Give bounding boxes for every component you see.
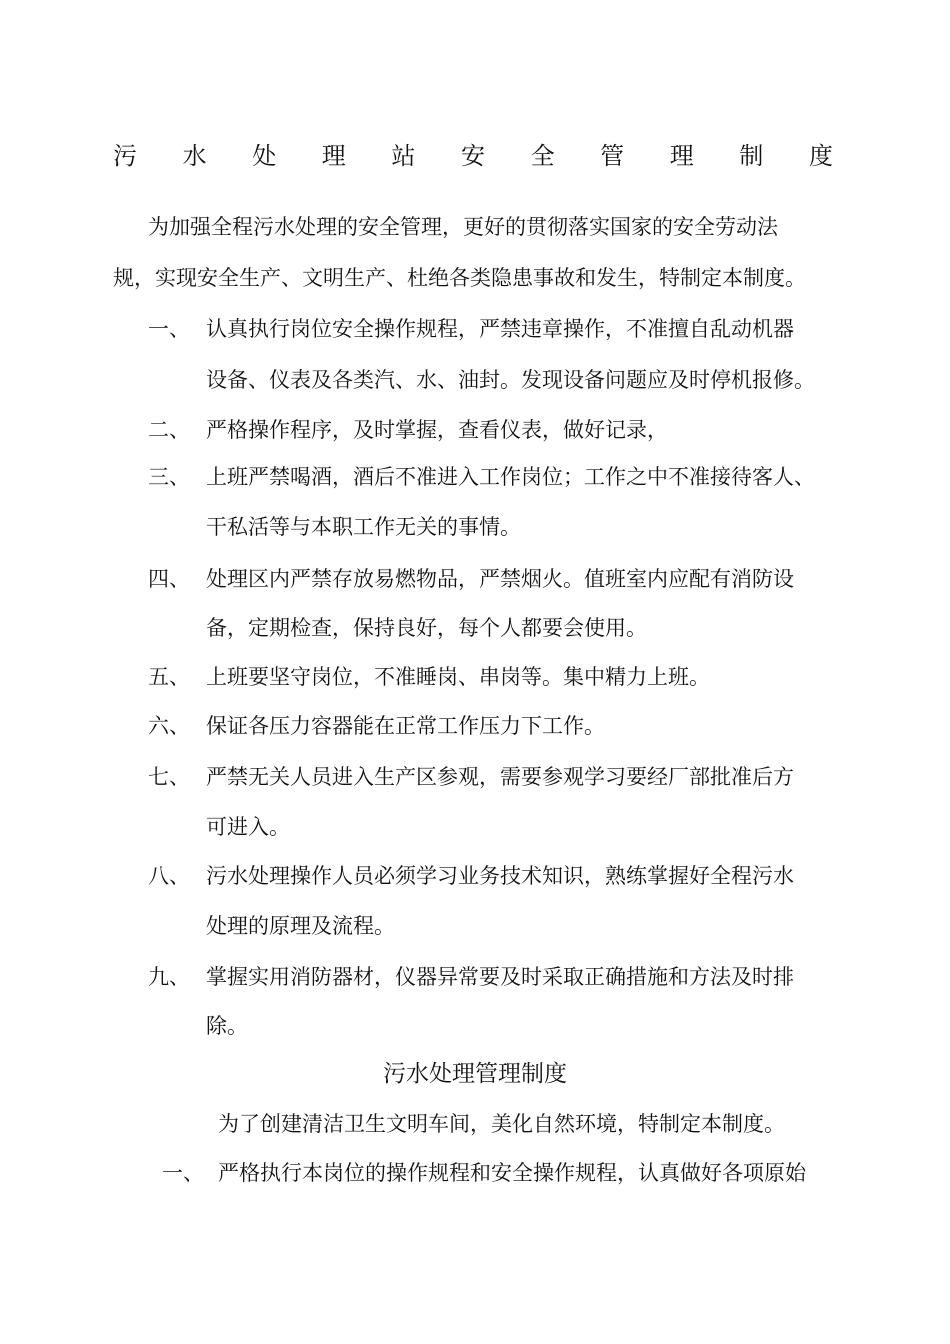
title-char: 全 bbox=[530, 142, 555, 170]
title-char: 理 bbox=[321, 142, 346, 170]
item-text: 认真执行岗位安全操作规程，严禁违章操作，不准擅自乱动机器 bbox=[206, 317, 794, 341]
item-number: 四、 bbox=[148, 567, 190, 591]
item-text: 设备、仪表及各类汽、水、油封。发现设备问题应及时停机报修。 bbox=[206, 368, 815, 392]
item-number: 九、 bbox=[148, 965, 190, 989]
title-char: 理 bbox=[669, 142, 694, 170]
item-number: 五、 bbox=[148, 665, 190, 689]
item-number: 一、 bbox=[148, 317, 190, 341]
section-title: 污水处理管理制度 bbox=[383, 1061, 567, 1087]
item-number: 一、 bbox=[162, 1161, 204, 1185]
item-text: 除。 bbox=[206, 1014, 248, 1038]
title-char: 站 bbox=[391, 142, 416, 170]
item-text: 干私活等与本职工作无关的事情。 bbox=[206, 515, 521, 539]
item-text: 处理的原理及流程。 bbox=[206, 914, 395, 938]
intro-line-1: 为加强全程污水处理的安全管理，更好的贯彻落实国家的安全劳动法 bbox=[148, 215, 778, 239]
section-intro: 为了创建清洁卫生文明车间，美化自然环境，特制定本制度。 bbox=[218, 1112, 785, 1136]
item-number: 七、 bbox=[148, 765, 190, 789]
item-text: 严格执行本岗位的操作规程和安全操作规程，认真做好各项原始 bbox=[218, 1161, 806, 1185]
title-char: 处 bbox=[252, 142, 277, 170]
item-number: 八、 bbox=[148, 864, 190, 888]
item-text: 备，定期检查，保持良好，每个人都要会使用。 bbox=[206, 616, 647, 640]
item-number: 二、 bbox=[148, 418, 190, 442]
item-text: 保证各压力容器能在正常工作压力下工作。 bbox=[206, 714, 605, 738]
item-number: 六、 bbox=[148, 714, 190, 738]
item-text: 掌握实用消防器材，仪器异常要及时采取正确措施和方法及时排 bbox=[206, 965, 794, 989]
item-text: 严禁无关人员进入生产区参观，需要参观学习要经厂部批准后方 bbox=[206, 765, 794, 789]
title-char: 安 bbox=[460, 142, 485, 170]
item-number: 三、 bbox=[148, 465, 190, 489]
item-text: 可进入。 bbox=[206, 815, 290, 839]
item-text: 严格操作程序，及时掌握，查看仪表，做好记录， bbox=[206, 418, 668, 442]
intro-line-2: 规，实现安全生产、文明生产、杜绝各类隐患事故和发生，特制定本制度。 bbox=[113, 266, 806, 290]
title-char: 制 bbox=[739, 142, 764, 170]
title-char: 管 bbox=[600, 142, 625, 170]
item-text: 处理区内严禁存放易燃物品，严禁烟火。值班室内应配有消防设 bbox=[206, 567, 794, 591]
title-char: 度 bbox=[808, 142, 833, 170]
title-char: 污 bbox=[113, 142, 137, 170]
item-text: 上班要坚守岗位，不准睡岗、串岗等。集中精力上班。 bbox=[206, 665, 710, 689]
document-title bbox=[113, 142, 833, 170]
title-char: 水 bbox=[182, 142, 207, 170]
item-text: 上班严禁喝酒，酒后不准进入工作岗位；工作之中不准接待客人、 bbox=[206, 465, 815, 489]
item-text: 污水处理操作人员必须学习业务技术知识，熟练掌握好全程污水 bbox=[206, 864, 794, 888]
